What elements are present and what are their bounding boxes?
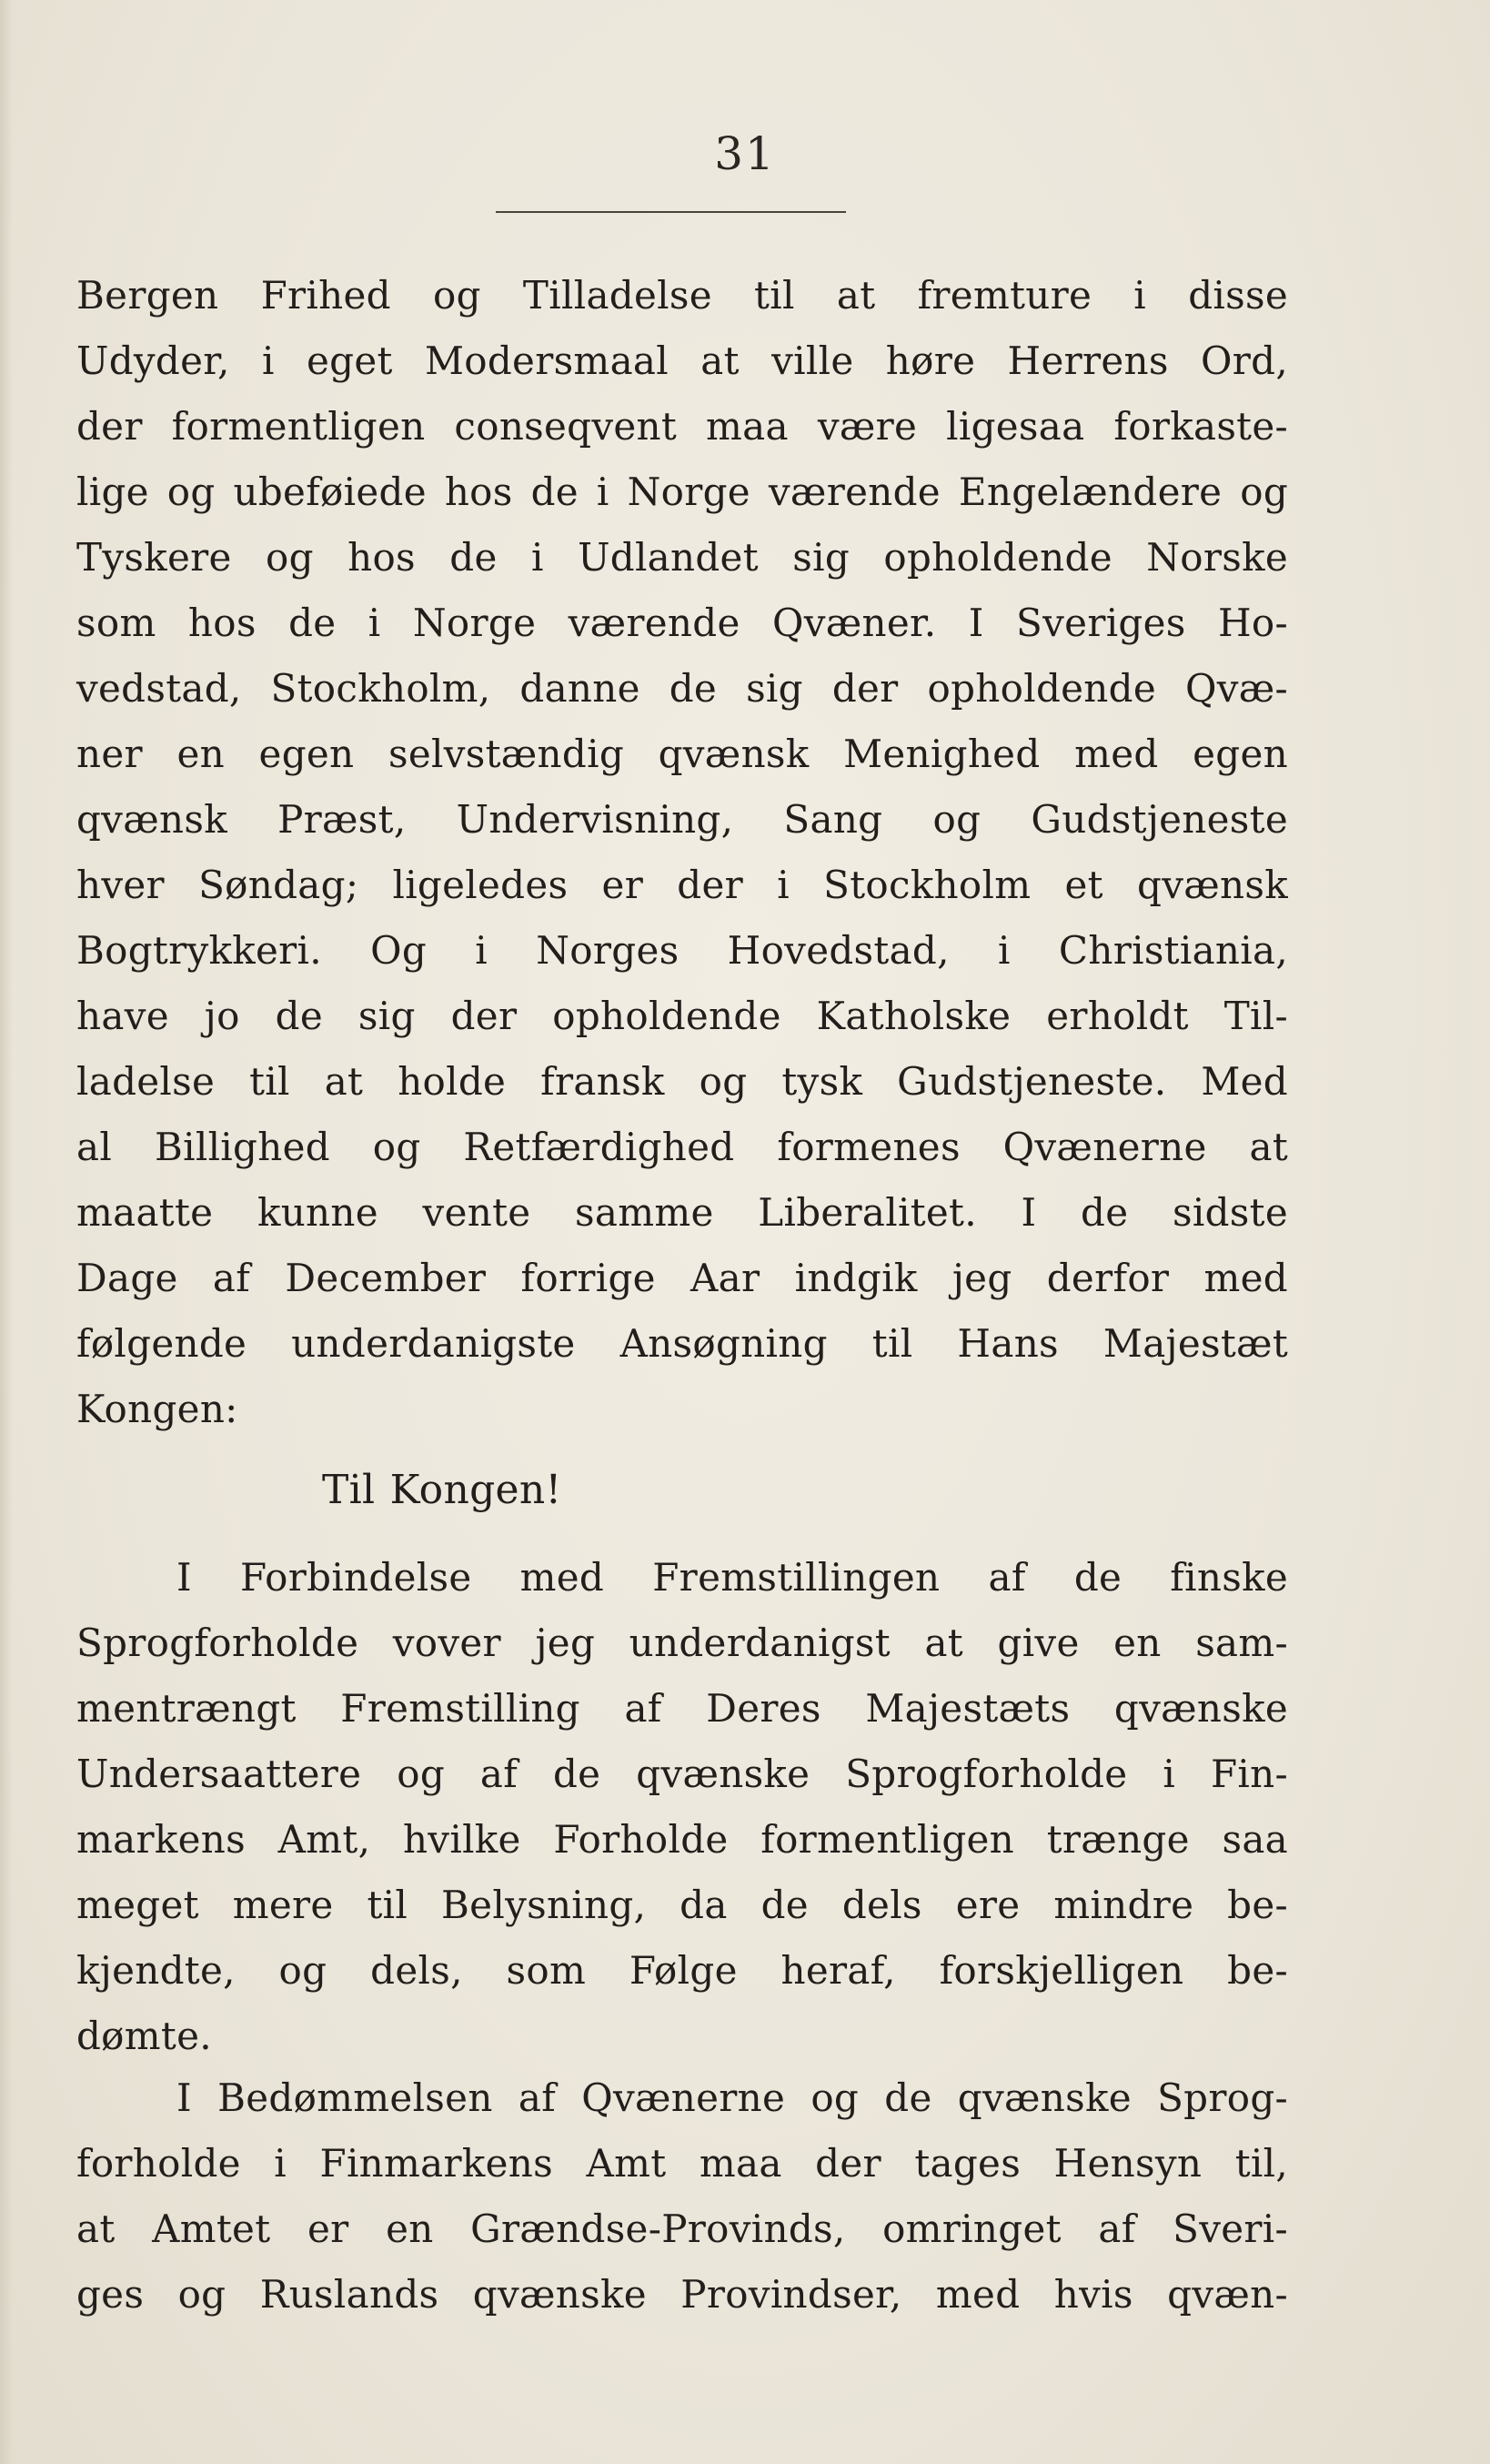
text-line: Bergen Frihed og Tilladelse til at fremture i disse xyxy=(76,273,1288,318)
text-line: hver Søndag; ligeledes er der i Stockholm et qvænsk xyxy=(76,863,1288,907)
text-line: have jo de sig der opholdende Katholske erholdt Til- xyxy=(76,994,1288,1038)
heading-line: Til Kongen! xyxy=(322,1467,562,1513)
header-rule xyxy=(496,211,846,213)
text-line: I Bedømmelsen af Qvænerne og de qvænske Sprog- xyxy=(176,2075,1288,2120)
text-line: Dage af December forrige Aar indgik jeg derfor med xyxy=(76,1256,1288,1300)
text-line: qvænsk Præst, Undervisning, Sang og Gudstjeneste xyxy=(76,797,1288,842)
text-line: ner en egen selvstændig qvænsk Menighed med egen xyxy=(76,732,1288,776)
text-line: ges og Ruslands qvænske Provindser, med hvis qvæn- xyxy=(76,2272,1288,2317)
text-line: lige og ubeføiede hos de i Norge værende Engelændere og xyxy=(76,470,1288,514)
text-line: Tyskere og hos de i Udlandet sig opholdende Norske xyxy=(76,535,1288,580)
text-line: meget mere til Belysning, da de dels ere mindre be- xyxy=(76,1883,1288,1927)
text-line: der formentligen conseqvent maa være ligesaa forkaste- xyxy=(76,404,1288,449)
text-line: at Amtet er en Grændse-Provinds, omringet af Sveri- xyxy=(76,2206,1288,2251)
text-line: maatte kunne vente samme Liberalitet. I de sidste xyxy=(76,1190,1288,1235)
text-line: følgende underdanigste Ansøgning til Hans Majestæt xyxy=(76,1321,1288,1366)
text-line: mentrængt Fremstilling af Deres Majestæts qvænske xyxy=(76,1686,1288,1731)
paragraph-petition-1 xyxy=(76,1545,1288,2069)
text-line: Udyder, i eget Modersmaal at ville høre Herrens Ord, xyxy=(76,338,1288,383)
page-number: 31 xyxy=(714,127,776,180)
text-line: dømte. xyxy=(76,2014,212,2058)
salutation-heading xyxy=(76,1458,1288,1523)
text-line: Bogtrykkeri. Og i Norges Hovedstad, i Christiania, xyxy=(76,928,1288,973)
text-line: kjendte, og dels, som Følge heraf, forskjelligen be- xyxy=(76,1948,1288,1993)
text-line: Kongen: xyxy=(76,1387,238,1431)
text-line: Sprogforholde vover jeg underdanigst at give en sam- xyxy=(76,1621,1288,1665)
text-line: forholde i Finmarkens Amt maa der tages Hensyn til, xyxy=(76,2141,1288,2186)
text-line: som hos de i Norge værende Qvæner. I Sveriges Ho- xyxy=(76,601,1288,645)
text-line: I Forbindelse med Fremstillingen af de finske xyxy=(176,1555,1288,1600)
text-line: ladelse til at holde fransk og tysk Gudstjeneste. Med xyxy=(76,1059,1288,1104)
paragraph-petition-2 xyxy=(76,2065,1288,2328)
page-binding-edge xyxy=(0,0,13,2464)
text-line: Undersaattere og af de qvænske Sprogforholde i Fin- xyxy=(76,1752,1288,1796)
paragraph-continuation xyxy=(76,263,1288,1442)
text-line: al Billighed og Retfærdighed formenes Qvænerne at xyxy=(76,1125,1288,1169)
text-line: markens Amt, hvilke Forholde formentligen trænge saa xyxy=(76,1817,1288,1862)
text-line: vedstad, Stockholm, danne de sig der opholdende Qvæ- xyxy=(76,666,1288,711)
